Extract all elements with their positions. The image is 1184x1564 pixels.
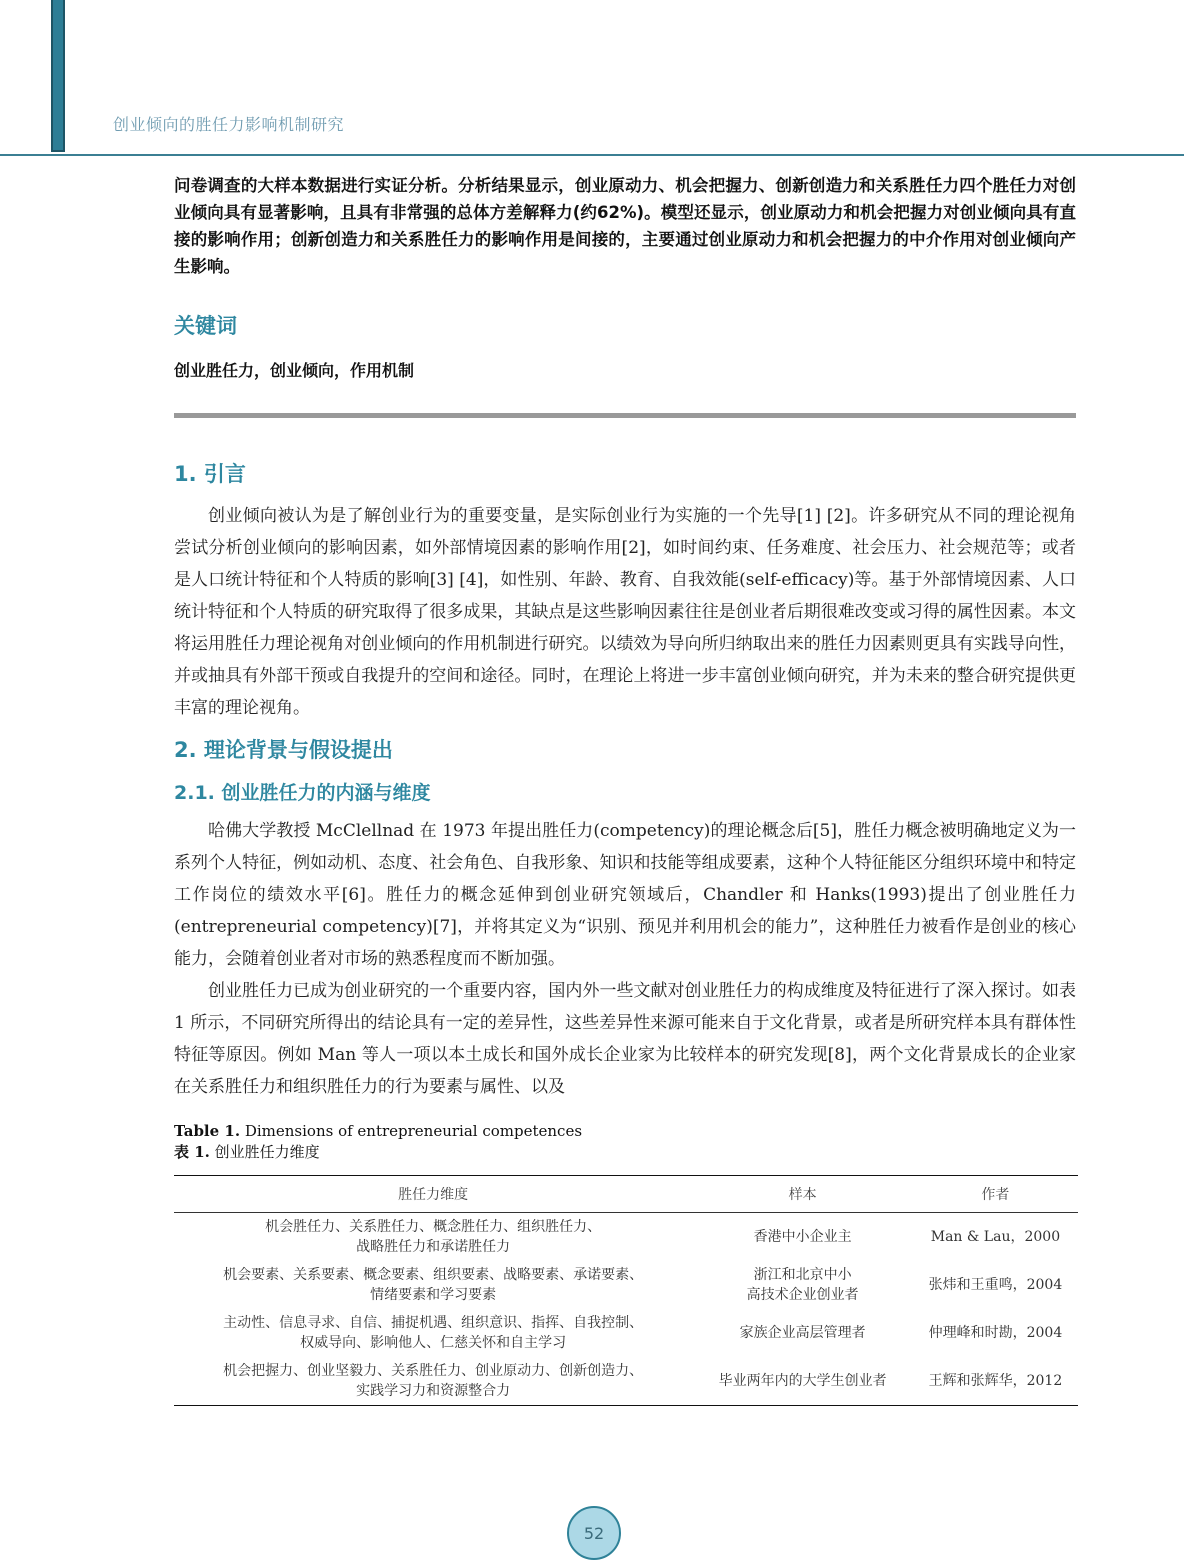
cell-line: 香港中小企业主: [753, 1229, 852, 1245]
author-cell: 王辉和张辉华，2012: [913, 1357, 1078, 1406]
dimension-cell: [174, 1357, 692, 1406]
cell-line: 实践学习力和资源整合力: [356, 1383, 511, 1399]
cell-line: 战略胜任力和承诺胜任力: [356, 1239, 511, 1255]
author-cell: 张炜和王重鸣，2004: [928, 1277, 1063, 1293]
column-header-author: 作者: [913, 1176, 1078, 1213]
table-caption: [174, 1121, 1076, 1163]
author-cell: 仲理峰和时勘，2004: [928, 1325, 1063, 1341]
keywords-text: 创业胜任力，创业倾向，作用机制: [174, 361, 415, 380]
author-cell: Man & Lau，2000: [930, 1229, 1061, 1245]
section-heading-background: 2. 理论背景与假设提出: [174, 738, 393, 762]
cell-line: 浙江和北京中小: [753, 1267, 852, 1283]
table-row: [174, 1357, 1078, 1406]
competency-dimensions-table: [174, 1175, 1078, 1406]
cell-line: 权威导向、影响他人、仁慈关怀和自主学习: [300, 1335, 567, 1351]
cell-line: 机会把握力、创业坚毅力、关系胜任力、创业原动力、创新创造力、: [223, 1363, 644, 1379]
abstract-divider: [174, 413, 1076, 418]
abstract-text: 问卷调查的大样本数据进行实证分析。分析结果显示，创业原动力、机会把握力、创新创造力和关系胜任力四个胜任力对创业倾向具有显著影响，且具有非常强的总体方差解释力(约62%)。模型还显示，创业原动力和机会把握力对创业倾向具有直接的影响作用；创新创造力和关系胜任力的影响作用是间接的，主要通过创业原动力和机会把握力的中介作用对创业倾向产生影响。: [174, 176, 1076, 276]
column-header-sample: 样本: [692, 1176, 913, 1213]
header-accent-bar: [51, 0, 65, 152]
dimension-cell: [174, 1213, 692, 1262]
cell-line: 机会胜任力、关系胜任力、概念胜任力、组织胜任力、: [265, 1219, 602, 1235]
subsection-heading-competency: 2.1. 创业胜任力的内涵与维度: [174, 782, 431, 804]
table-header-row: [174, 1176, 1078, 1213]
header-divider: [0, 154, 1184, 156]
sample-cell: [692, 1357, 913, 1406]
table-label-zh: 表 1.: [174, 1143, 210, 1161]
page-number-badge: 52: [567, 1506, 621, 1560]
body-paragraph: 哈佛大学教授 McClellnad 在 1973 年提出胜任力(competency)的理论概念后[5]，胜任力概念被明确地定义为一系列个人特征，例如动机、态度、社会角色、自我形象、知识和技能等组成要素，这种个人特征能区分组织环境中和特定工作岗位的绩效水平[6]。胜任力的概念延伸到创业研究领域后，Chandler 和 Hanks(1993)提出了创业胜任力(entrepreneurial competency)[7]，并将其定义为“识别、预见并利用机会的能力”，这种胜任力被看作是创业的核心能力，会随着创业者对市场的熟悉程度而不断加强。: [174, 821, 1076, 969]
section-heading-introduction: 1. 引言: [174, 462, 246, 486]
sample-cell: [692, 1309, 913, 1357]
keywords-heading: 关键词: [174, 314, 237, 338]
intro-paragraph: 创业倾向被认为是了解创业行为的重要变量，是实际创业行为实施的一个先导[1] [2]。许多研究从不同的理论视角尝试分析创业倾向的影响因素，如外部情境因素的影响作用[2]，如时间约束、任务难度、社会压力、社会规范等；或者是人口统计特征和个人特质的影响[3] [4]，如性别、年龄、教育、自我效能(self-efficacy)等。基于外部情境因素、人口统计特征和个人特质的研究取得了很多成果，其缺点是这些影响因素往往是创业者后期很难改变或习得的属性因素。本文将运用胜任力理论视角对创业倾向的作用机制进行研究。以绩效为导向所归纳取出来的胜任力因素则更具有实践导向性，并或抽具有外部干预或自我提升的空间和途径。同时，在理论上将进一步丰富创业倾向研究，并为未来的整合研究提供更丰富的理论视角。: [174, 506, 1076, 718]
cell-line: 机会要素、关系要素、概念要素、组织要素、战略要素、承诺要素、: [223, 1267, 644, 1283]
table-caption-en: [174, 1121, 1076, 1142]
cell-line: 毕业两年内的大学生创业者: [718, 1373, 887, 1389]
table-caption-zh: [174, 1142, 1076, 1163]
cell-line: 主动性、信息寻求、自信、捕捉机遇、组织意识、指挥、自我控制、: [223, 1315, 644, 1331]
page-content: [174, 168, 1076, 1406]
table-row: [174, 1309, 1078, 1357]
column-header-dimensions: 胜任力维度: [174, 1176, 692, 1213]
running-title: 创业倾向的胜任力影响机制研究: [113, 115, 345, 134]
sample-cell: [692, 1213, 913, 1262]
table-row: [174, 1213, 1078, 1262]
sample-cell: [692, 1261, 913, 1309]
table-title-en: Dimensions of entrepreneurial competences: [240, 1122, 583, 1140]
table-title-zh: 创业胜任力维度: [209, 1143, 320, 1161]
table-label-en: Table 1.: [174, 1122, 241, 1140]
dimension-cell: [174, 1309, 692, 1357]
body-paragraph: 创业胜任力已成为创业研究的一个重要内容，国内外一些文献对创业胜任力的构成维度及特征进行了深入探讨。如表 1 所示，不同研究所得出的结论具有一定的差异性，这些差异性来源可能来自于文化背景，或者是所研究样本具有群体性特征等原因。例如 Man 等人一项以本土成长和国外成长企业家为比较样本的研究发现[8]，两个文化背景成长的企业家在关系胜任力和组织胜任力的行为要素与属性、以及: [174, 981, 1076, 1097]
cell-line: 家族企业高层管理者: [739, 1325, 866, 1341]
cell-line: 情绪要素和学习要素: [370, 1287, 497, 1303]
table-row: [174, 1261, 1078, 1309]
cell-line: 高技术企业创业者: [746, 1287, 859, 1303]
dimension-cell: [174, 1261, 692, 1309]
